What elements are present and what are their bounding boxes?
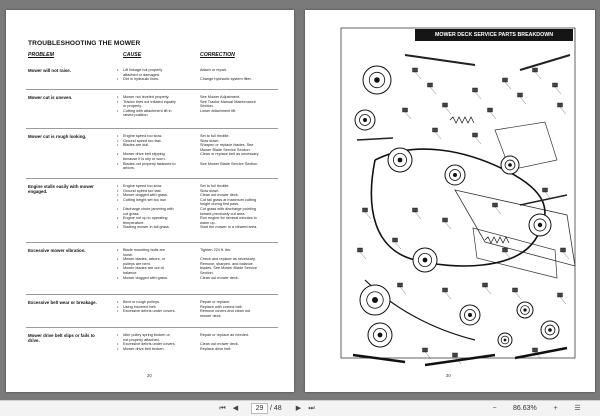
correction-line: Slow down.: [200, 188, 220, 193]
correction-line: Change hydraulic system filter.: [200, 77, 252, 82]
bullet-icon: •: [117, 184, 119, 188]
correction-line: Check and replace as necessary.: [200, 257, 256, 262]
bullet-icon: •: [117, 134, 119, 138]
spindle-hub: [523, 308, 526, 311]
correction-text: [200, 207, 276, 216]
bullet-icon: •: [117, 138, 119, 143]
leader-line: [400, 287, 406, 294]
cause-line: Excessive debris under covers.: [123, 309, 176, 314]
cause-line: Idler pulley spring broken or: [123, 333, 170, 337]
leader-line: [485, 287, 491, 294]
bullet-icon: •: [117, 99, 119, 104]
bolt-part: [413, 208, 418, 212]
bullet-icon: •: [117, 207, 119, 211]
cause-text: [123, 152, 195, 161]
correction-line: Attach or repair.: [200, 68, 227, 72]
spindle-hub: [538, 223, 542, 227]
correction-line: Sharpen or replace blades. See: [200, 143, 254, 148]
bolt-part: [423, 348, 428, 352]
correction-line: Remove covers and clean out: [200, 309, 251, 314]
spindle-hub: [453, 173, 457, 177]
cause-text: [123, 347, 195, 352]
leader-line: [515, 292, 521, 299]
bullet-icon: •: [117, 333, 119, 337]
correction-text: [200, 77, 276, 82]
bullet-icon: •: [117, 304, 119, 309]
bullet-icon: •: [117, 197, 119, 202]
problem-line: Excessive mower vibration.: [28, 248, 86, 253]
cause-line: Ground speed too fast.: [123, 188, 162, 193]
cause-text: [123, 77, 195, 82]
viewer-toolbar: [0, 400, 600, 416]
leader-line: [563, 252, 569, 259]
correction-line: Section.: [200, 270, 214, 275]
spindle-hub: [548, 328, 552, 332]
bolt-part: [473, 88, 478, 92]
leader-line: [560, 297, 566, 304]
correction-text: [200, 262, 276, 276]
problem-text: [28, 300, 106, 305]
diagram-title: MOWER DECK SERVICE PARTS BREAKDOWN: [415, 29, 573, 41]
cause-text: [123, 68, 195, 77]
problem-line: Mower cut is rough looking.: [28, 134, 87, 139]
page-number-input[interactable]: 29: [251, 403, 268, 414]
bullet-icon: •: [117, 275, 119, 280]
bolt-part: [363, 208, 368, 212]
correction-line: Start the mower in a cleared area.: [200, 225, 258, 230]
problem-line: engaged.: [28, 189, 48, 195]
bolt-part: [561, 248, 566, 252]
next-page-icon[interactable]: ▶: [295, 405, 302, 412]
bullet-icon: •: [117, 68, 119, 72]
bolt-part: [558, 293, 563, 297]
parts-breakdown-diagram: [305, 10, 595, 392]
cause-line: Mower drive belt broken.: [123, 346, 165, 351]
bolt-part: [403, 108, 408, 112]
bullet-icon: •: [117, 77, 119, 82]
correction-line: Remove, sharpen, and balance: [200, 261, 253, 266]
correction-line: See Mower Adjustment.: [200, 95, 241, 99]
row-divider: [26, 89, 278, 90]
lift-arm: [405, 55, 475, 65]
cause-line: Lift linkage not properly: [123, 68, 163, 72]
cause-text: [123, 276, 195, 281]
cause-line: arbors.: [123, 166, 135, 171]
correction-line: See Mower Blade Service Section.: [200, 161, 259, 166]
first-page-icon[interactable]: ⏮: [219, 405, 226, 412]
correction-text: [200, 109, 276, 114]
bullet-icon: •: [117, 152, 119, 157]
bullet-icon: •: [117, 225, 119, 230]
cause-line: Mower drive belt slipping: [123, 152, 165, 157]
leader-line: [535, 72, 541, 79]
leader-line: [555, 87, 561, 94]
cause-text: [123, 207, 195, 216]
spring-part: [485, 237, 509, 243]
left-page: [6, 10, 294, 392]
row-divider: [26, 294, 278, 295]
cause-line: or properly.: [123, 104, 142, 109]
bolt-part: [483, 283, 488, 287]
page-number: 30: [446, 373, 451, 378]
correction-line: Repair or replace as needed.: [200, 333, 249, 337]
cause-line: Mower blades, arbors, or: [123, 257, 165, 262]
cause-line: Discharge chute jamming with: [123, 207, 174, 211]
bolt-part: [533, 68, 538, 72]
problem-line: drive.: [28, 338, 40, 344]
correction-line: Mower Blade Service Section.: [200, 147, 251, 152]
right-page: [305, 10, 595, 392]
cause-line: raised position.: [123, 113, 149, 118]
spindle-hub: [374, 77, 380, 83]
cause-text: [123, 216, 195, 225]
lift-arm: [520, 55, 570, 70]
bolt-part: [393, 238, 398, 242]
correction-line: Clean or replace belt as necessary.: [200, 152, 260, 157]
bolt-part: [543, 188, 548, 192]
correction-line: Tighten 224 ft. lbs.: [200, 248, 232, 252]
spindle-hub: [504, 339, 507, 342]
correction-line: Slow down.: [200, 138, 220, 143]
bullet-icon: •: [117, 266, 119, 271]
prev-page-icon[interactable]: ◀: [232, 405, 239, 412]
bullet-icon: •: [117, 108, 119, 113]
problem-header: PROBLEM: [28, 52, 54, 58]
mower-blade: [353, 355, 405, 362]
cause-text: [123, 162, 195, 171]
cause-line: loose.: [123, 252, 134, 257]
leader-line: [475, 137, 481, 144]
correction-line: warm up.: [200, 220, 216, 225]
bolt-part: [503, 78, 508, 82]
problem-line: Engine stalls easily with mower: [28, 184, 94, 189]
cause-text: [123, 257, 195, 266]
zoom-out-icon[interactable]: −: [492, 405, 497, 412]
spindle-hub: [508, 163, 512, 167]
correction-line: mower deck.: [200, 313, 222, 318]
leader-line: [490, 112, 496, 119]
correction-line: Clean out mower deck.: [200, 342, 239, 347]
correction-line: Replace with correct belt.: [200, 304, 243, 309]
bolt-part: [428, 83, 433, 87]
cause-line: Dirt in hydraulic lines.: [123, 77, 160, 82]
row-divider: [26, 327, 278, 328]
leader-line: [495, 207, 501, 214]
menu-icon[interactable]: ☰: [574, 405, 581, 412]
problem-text: [28, 184, 106, 194]
correction-text: [200, 162, 276, 167]
correction-text: [200, 143, 276, 152]
bullet-icon: •: [117, 161, 119, 166]
cause-line: Starting mower in tall grass.: [123, 225, 170, 230]
correction-line: Replace drive belt.: [200, 346, 232, 351]
mower-blade: [425, 355, 495, 365]
correction-line: Lower attachment lift.: [200, 108, 237, 113]
bolt-part: [358, 248, 363, 252]
correction-line: Clean out mower deck.: [200, 193, 239, 198]
problem-line: Mower will not raise.: [28, 68, 71, 73]
leader-line: [415, 212, 421, 219]
spindle-hub: [423, 258, 428, 263]
bullet-icon: •: [117, 257, 119, 262]
leader-line: [505, 82, 511, 89]
leader-line: [475, 92, 481, 99]
leader-line: [395, 242, 401, 249]
bullet-icon: •: [117, 193, 119, 198]
bolt-part: [513, 288, 518, 292]
total-pages: / 48: [270, 405, 282, 412]
correction-line: toward previously cut area.: [200, 211, 246, 216]
row-divider: [26, 128, 278, 129]
correction-text: [200, 198, 276, 207]
cause-line: Bent or rough pulleys.: [123, 300, 160, 304]
bullet-icon: •: [117, 216, 119, 221]
correction-text: [200, 276, 276, 281]
correction-line: See Tractor Manual Maintenance: [200, 99, 256, 104]
cause-text: [123, 109, 195, 118]
bullet-icon: •: [117, 309, 119, 314]
cause-text: [123, 100, 195, 109]
spring-part: [450, 117, 474, 123]
cause-text: [123, 248, 195, 257]
correction-header: CORRECTION: [200, 52, 235, 58]
bolt-part: [443, 218, 448, 222]
cause-line: Blades not properly fastened to: [123, 161, 176, 166]
zoom-in-icon[interactable]: +: [553, 405, 558, 412]
cause-line: Excessive debris under covers.: [123, 342, 176, 347]
link-rod: [357, 138, 393, 140]
cause-line: Ground speed too fast.: [123, 138, 162, 143]
correction-line: Cut grass with discharge pointing: [200, 207, 256, 211]
bolt-part: [453, 353, 458, 357]
bolt-part: [413, 68, 418, 72]
row-divider: [26, 242, 278, 243]
cause-line: Engine speed too slow.: [123, 134, 163, 138]
correction-text: [200, 216, 276, 225]
leader-line: [560, 107, 566, 114]
correction-line: Set to full throttle.: [200, 134, 230, 138]
leader-line: [405, 112, 411, 119]
problem-text: [28, 333, 106, 343]
bullet-icon: •: [117, 300, 119, 304]
problem-text: [28, 68, 106, 73]
correction-line: blades. See Mower Blade Service: [200, 266, 257, 271]
cause-line: Cutting height set too low.: [123, 197, 167, 202]
cause-line: temperature.: [123, 220, 145, 225]
cause-line: Cutting with attachment lift in: [123, 108, 172, 113]
page-title: TROUBLESHOOTING THE MOWER: [28, 40, 141, 47]
correction-line: Clean out mower deck.: [200, 275, 239, 280]
cause-line: not properly attached.: [123, 337, 160, 342]
bullet-icon: •: [117, 143, 119, 148]
leader-line: [435, 132, 441, 139]
cause-line: Blades are dull.: [123, 143, 150, 148]
correction-line: Repair or replace.: [200, 300, 231, 304]
problem-text: [28, 95, 106, 100]
row-divider: [26, 178, 278, 179]
bolt-part: [553, 83, 558, 87]
bolt-part: [533, 348, 538, 352]
correction-text: [200, 225, 276, 230]
correction-line: Section.: [200, 104, 214, 109]
problem-text: [28, 134, 106, 139]
bolt-part: [443, 103, 448, 107]
cause-line: pulleys are bent.: [123, 261, 151, 266]
cause-line: Mower clogged with grass.: [123, 275, 168, 280]
bullet-icon: •: [117, 248, 119, 252]
leader-line: [430, 87, 436, 94]
mower-blade: [515, 348, 567, 358]
cause-line: because it is oily or worn.: [123, 156, 166, 161]
problem-line: Mower drive belt slips or fails to: [28, 333, 95, 338]
cause-line: Engine speed too slow.: [123, 184, 163, 188]
leader-line: [445, 107, 451, 114]
leader-line: [360, 252, 366, 259]
cause-line: Mower blades are out of: [123, 266, 164, 271]
bullet-icon: •: [117, 95, 119, 99]
bullet-icon: •: [117, 342, 119, 347]
leader-line: [505, 252, 511, 259]
cause-line: Mower not leveled properly.: [123, 95, 170, 99]
cause-line: Tractor tires not inflated equally: [123, 99, 176, 104]
correction-line: Run engine for several minutes to: [200, 216, 257, 221]
cause-header: CAUSE: [123, 52, 142, 58]
cause-line: cut grass.: [123, 211, 140, 216]
cause-line: balance.: [123, 270, 138, 275]
cause-line: Engine not up to operating: [123, 216, 168, 221]
bolt-part: [398, 283, 403, 287]
leader-line: [365, 212, 371, 219]
cause-line: Blade mounting bolts are: [123, 248, 166, 252]
last-page-icon[interactable]: ⏭: [308, 405, 315, 412]
spindle-hub: [468, 313, 472, 317]
cause-text: [123, 225, 195, 230]
spindle-hub: [378, 333, 383, 338]
leader-line: [415, 72, 421, 79]
correction-line: Set to full throttle.: [200, 184, 230, 188]
bolt-part: [433, 128, 438, 132]
cause-line: attached or damaged.: [123, 72, 160, 77]
cause-text: [123, 266, 195, 275]
cause-line: Using incorrect belt.: [123, 304, 157, 309]
leader-line: [445, 222, 451, 229]
problem-line: Mower cut is uneven.: [28, 95, 73, 100]
correction-text: [200, 309, 276, 318]
zoom-level[interactable]: 86.63%: [513, 405, 537, 412]
spindle-hub: [398, 158, 403, 163]
bullet-icon: •: [117, 346, 119, 351]
correction-line: Cut tall grass at maximum cutting: [200, 197, 257, 202]
bolt-part: [443, 288, 448, 292]
bolt-part: [503, 248, 508, 252]
bolt-part: [488, 108, 493, 112]
leader-line: [445, 292, 451, 299]
page-number: 20: [147, 373, 152, 378]
bolt-part: [558, 103, 563, 107]
spindle-hub: [363, 118, 367, 122]
bolt-part: [518, 93, 523, 97]
correction-line: height during first pass.: [200, 202, 240, 207]
cause-text: [123, 333, 195, 342]
problem-text: [28, 248, 106, 253]
bolt-part: [473, 133, 478, 137]
correction-text: [200, 100, 276, 109]
leader-line: [520, 97, 526, 104]
correction-text: [200, 347, 276, 352]
bullet-icon: •: [117, 188, 119, 193]
cause-text: [123, 309, 195, 314]
problem-line: Excessive belt wear or breakage.: [28, 300, 97, 305]
cause-line: Mower clogged with grass.: [123, 193, 168, 198]
bolt-part: [493, 203, 498, 207]
spindle-hub: [372, 297, 378, 303]
